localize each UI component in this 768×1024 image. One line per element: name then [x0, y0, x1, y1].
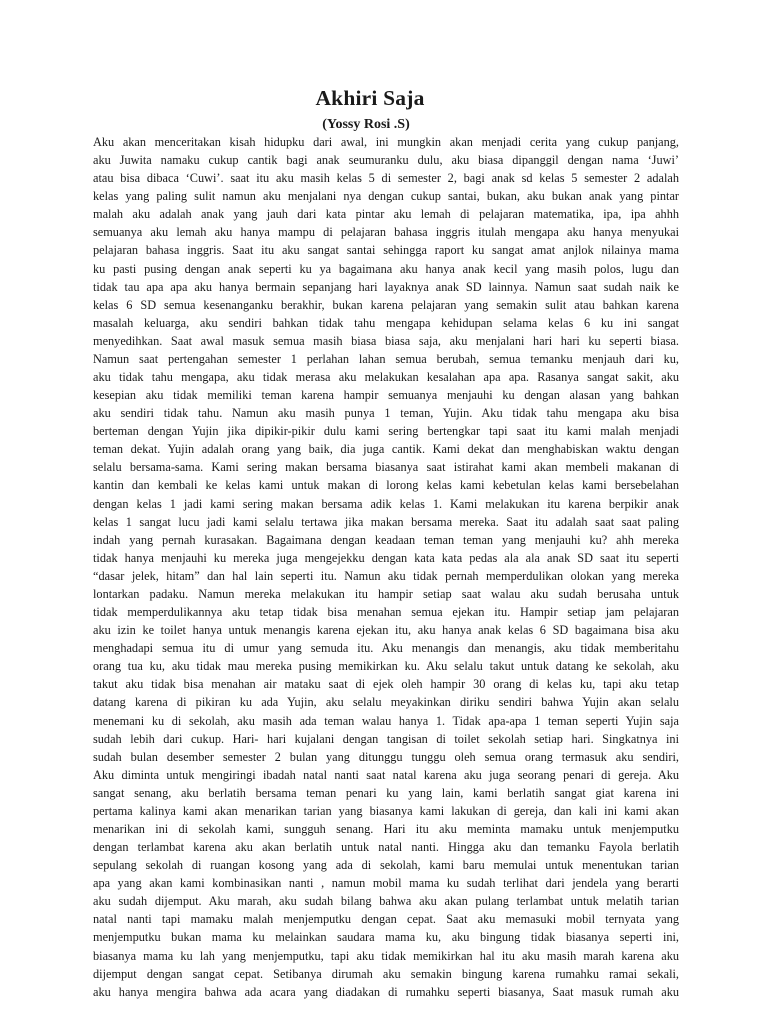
- paragraph-line: takut aku tidak bisa menahan air mataku saat di ejek oleh hampir 30 orang di kelas ku, tapi aku tetap: [93, 677, 679, 692]
- paragraph-line: indah yang pernah kurasakan. Bagaimana dengan keadaan teman teman yang menjauhi ku? ahh mereka: [93, 532, 679, 547]
- paragraph-line: sepulang sekolah di ruangan kosong yang ada di sekolah, kami baru memulai untuk menentukan tarian: [93, 858, 679, 873]
- paragraph-line: berteman dengan Yujin jika dipikir-pikir dulu kami sering bertengkar tapi saat itu kami malah menjadi: [93, 424, 679, 439]
- paragraph-line: sangat senang, aku berlatih bersama teman penari ku yang lain, kami berlatih sangat giat karena ini: [93, 785, 679, 800]
- document-title: Akhiri Saja: [315, 86, 425, 110]
- paragraph-line: Aku diminta untuk mengiringi ibadah natal nanti saat natal karena aku juga seorang penari di gereja. Aku: [93, 767, 679, 782]
- paragraph-line: selalu bersama-sama. Kami sering makan bersama biasanya saat istirahat kami akan membeli makanan di: [93, 460, 679, 475]
- paragraph-line: sudah bulan desember semester 2 bulan yang ditunggu tunggu oleh semua orang termasuk aku sendiri,: [93, 749, 679, 764]
- paragraph-line: aku tidak tahu mengapa, aku tidak merasa aku melakukan kesalahan apa apa. Rasanya sangat sakit, aku: [93, 370, 679, 385]
- paragraph-line: aku hanya mengira bahwa ada acara yang diadakan di rumahku seperti biasanya, Saat masuk rumah aku: [93, 984, 679, 999]
- paragraph-line: aku sendiri tidak tahu. Namun aku masih punya 1 teman, Yujin. Aku tidak tahu mengapa aku bisa: [93, 406, 679, 421]
- paragraph-line: datang karena di pikiran ku ada Yujin, aku selalu meyakinkan diriku sendiri bahwa Yujin akan selalu: [93, 695, 679, 710]
- paragraph-line: Aku akan menceritakan kisah hidupku dari awal, ini mungkin akan menjadi cerita yang cukup panjang,: [93, 135, 679, 149]
- document-author: (Yossy Rosi .S): [322, 117, 410, 132]
- paragraph-line: tidak tau apa apa aku hanya bermain sepanjang hari layaknya anak SD lainnya. Namun saat sudah naik ke: [93, 279, 679, 294]
- paragraph-line: tidak memperdulikannya aku tetap tidak bisa menahan semua ejekan itu. Hampir setiap jam pelajaran: [93, 605, 679, 620]
- paragraph-line: kelas 6 SD semua kesenanganku berakhir, bukan karena pelajaran yang semakin sulit atau bahkan karena: [93, 297, 679, 312]
- paragraph-line: menjemputku bukan mama ku melainkan saudara mama ku, aku bingung tidak biasanya seperti ini,: [93, 930, 679, 945]
- paragraph-line: aku Juwita namaku cukup cantik bagi anak seumuranku dulu, aku biasa dipanggil dengan nama ‘Juwi’: [93, 153, 679, 168]
- paragraph-line: dengan kelas 1 jadi kami sering makan bersama adik kelas 1. Kami melakukan itu karena berpikir anak: [93, 496, 679, 511]
- paragraph-line: lontarkan padaku. Namun mereka melakukan itu hampir setiap saat walau aku sudah berusaha untuk: [93, 586, 679, 601]
- paragraph-line: natal nanti tapi mamaku malah menjemputku dengan cepat. Saat aku memasuki mobil ternyata yang: [93, 912, 679, 927]
- paragraph-line: kelas 1 sangat lucu jadi kami selalu tertawa jika makan bersama mereka. Saat itu adalah saat saat paling: [93, 514, 679, 529]
- paragraph-line: “dasar jelek, hitam” dan hal lain seperti itu. Namun aku tidak pernah memperdulikan olokan yang mereka: [93, 568, 679, 583]
- paragraph-line: sudah lebih dari cukup. Hari- hari kujalani dengan tangisan di toilet sekolah setiap hari. Singkatnya ini: [93, 731, 679, 746]
- paragraph-line: menarikan ini di sekolah kami, sungguh senang. Hari itu aku meminta mamaku untuk menjemputku: [93, 821, 679, 836]
- paragraph-line: dijemput dengan sangat cepat. Setibanya dirumah aku semakin bingung karena rumahku ramai sekali,: [93, 966, 679, 981]
- paragraph-line: kantin dan kembali ke kelas kami untuk makan di lorong kelas kami kebetulan kelas kami bersebelahan: [93, 478, 679, 493]
- paragraph-line: teman dekat. Yujin adalah orang yang baik, dia juga cantik. Kami dekat dan menghabiskan waktu dengan: [93, 442, 679, 457]
- paragraph-line: biasanya mama ku lah yang menjemputku, tapi aku tidak memikirkan hal itu aku masih marah karena aku: [93, 948, 679, 963]
- paragraph-line: ku pasti pusing dengan anak seperti ku ya bagaimana aku hanya anak kecil yang masih polos, lugu dan: [93, 261, 679, 276]
- paragraph-line: semuanya aku lemah aku hanya mampu di pelajaran bahasa inggris itulah mengapa aku hanya menyukai: [93, 225, 679, 240]
- paragraph-line: menghadapi semua itu di umur yang semuda itu. Aku menangis dan menangis, aku tidak memberitahu: [93, 641, 679, 656]
- paragraph-line: aku sudah dijemput. Aku marah, aku sudah bilang bahwa aku akan pulang terlambat untuk melatih tarian: [93, 894, 679, 909]
- paragraph-line: malah aku adalah anak yang jauh dari kata pintar aku lemah di pelajaran matematika, ipa, ipa ahhh: [93, 207, 679, 222]
- paragraph-line: pelajaran bahasa inggris. Saat itu aku sangat santai sehingga raport ku sangat amat anjlok nilainya mama: [93, 243, 679, 258]
- paragraph-line: pertama kalinya kami akan menarikan tarian yang biasanya kami lakukan di gereja, dan kali ini kami akan: [93, 803, 679, 818]
- paragraph-line: atau bisa dibaca ‘Cuwi’. saat itu aku masih kelas 5 di semester 2, bagi anak sd kelas 5 semester 2 adalah: [93, 171, 679, 186]
- paragraph-line: kesepian aku tidak memiliki teman karena hampir semuanya menjauhi ku dengan alasan yang bahkan: [93, 388, 679, 403]
- paragraph-line: menemani ku di sekolah, aku masih ada teman walau hanya 1. Tidak apa-apa 1 teman seperti Yujin saja: [93, 713, 679, 728]
- paragraph-line: orang tua ku, aku tidak mau mereka pusing memikirkan ku. Aku selalu takut untuk datang ke sekolah, aku: [93, 659, 679, 674]
- story-body: [93, 133, 679, 1001]
- paragraph-line: masalah keluarga, aku sendiri bahkan tidak tahu mengapa kehidupan selama kelas 6 ku ini sangat: [93, 315, 679, 330]
- paragraph-line: Namun saat pertengahan semester 1 perlahan lahan semua berubah, semua temanku menjauh dari ku,: [93, 351, 679, 366]
- paragraph-line: aku izin ke toilet hanya untuk menangis karena ejekan itu, aku hanya anak kelas 6 SD bagaimana bisa aku: [93, 623, 679, 638]
- paragraph-line: tidak hanya menjauhi ku mereka juga mengejekku dengan kata kata pedas ala ala anak SD saat itu seperti: [93, 550, 679, 565]
- paragraph-line: kelas yang paling sulit namun aku menjalani nya dengan cukup santai, bukan, aku bukan anak yang pintar: [93, 189, 679, 204]
- paragraph-line: dengan terlambat karena aku akan berlatih untuk natal nanti. Hingga aku dan temanku Fayola berlatih: [93, 840, 679, 855]
- paragraph-line: apa yang akan kami kombinasikan nanti , namun mobil mama ku sudah terlihat dari jendela yang berarti: [93, 876, 679, 891]
- paragraph-line: menyedihkan. Saat awal masuk semua masih biasa biasa saja, aku menjalani hari hari ku seperti biasa.: [93, 333, 679, 348]
